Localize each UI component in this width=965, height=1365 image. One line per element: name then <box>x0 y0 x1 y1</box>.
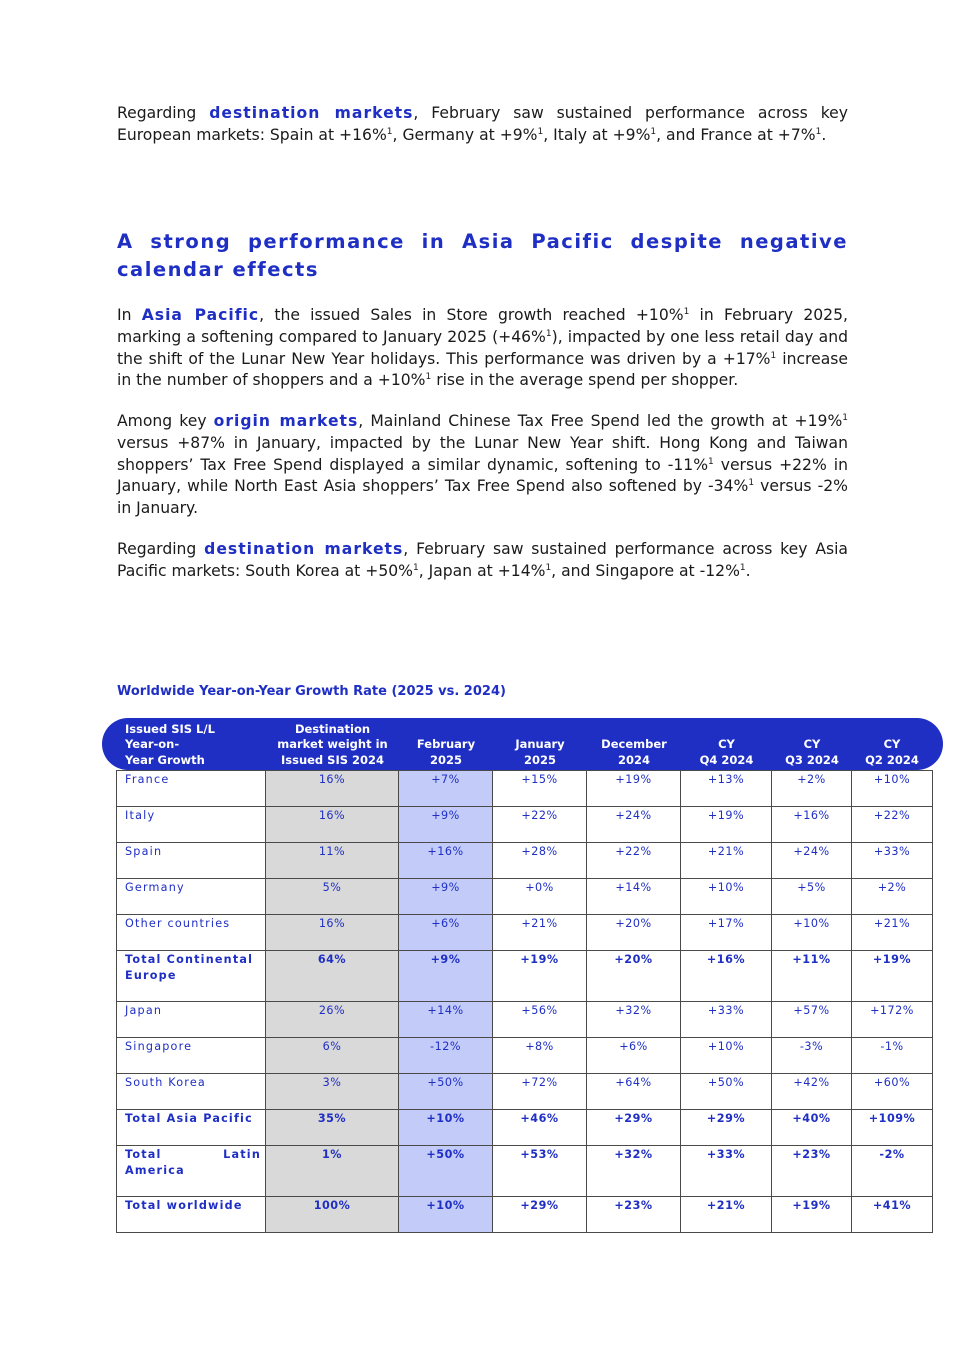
row-label: Italy <box>117 807 266 843</box>
table-cell: 16% <box>266 771 399 807</box>
table-cell: +53% <box>493 1146 587 1197</box>
header-february-2025: February 2025 <box>416 737 476 768</box>
table-cell: +13% <box>681 771 772 807</box>
table-cell: +19% <box>681 807 772 843</box>
table-cell: +19% <box>587 771 681 807</box>
table-row-total <box>117 1110 933 1146</box>
table-row <box>117 771 933 807</box>
table-cell: +21% <box>681 843 772 879</box>
table-cell: +9% <box>399 879 493 915</box>
table-cell: 26% <box>266 1002 399 1038</box>
header-cy-q3-2024: CY Q3 2024 <box>785 737 839 768</box>
table-cell: +6% <box>399 915 493 951</box>
table-cell: +109% <box>852 1110 933 1146</box>
row-label: Other countries <box>117 915 266 951</box>
table-cell: +41% <box>852 1197 933 1233</box>
table-cell: +14% <box>587 879 681 915</box>
table-cell: +29% <box>587 1110 681 1146</box>
asia-pacific-keyword: Asia Pacific <box>141 306 260 324</box>
table-cell: +33% <box>681 1002 772 1038</box>
table-cell: +33% <box>852 843 933 879</box>
table-cell: +17% <box>681 915 772 951</box>
table-cell: +60% <box>852 1074 933 1110</box>
header-cy-q2-2024: CY Q2 2024 <box>865 737 919 768</box>
table-cell: 16% <box>266 915 399 951</box>
row-label: Singapore <box>117 1038 266 1074</box>
table-cell: +22% <box>493 807 587 843</box>
table-cell: +19% <box>772 1197 852 1233</box>
table-cell: +19% <box>493 951 587 1002</box>
table-cell: 16% <box>266 807 399 843</box>
table-cell: +24% <box>587 807 681 843</box>
header-cy-q4-2024: CY Q4 2024 <box>699 737 754 768</box>
row-label: Total Continental Europe <box>117 951 266 1002</box>
table-cell: +19% <box>852 951 933 1002</box>
row-label: France <box>117 771 266 807</box>
table-row <box>117 1038 933 1074</box>
table-cell: +40% <box>772 1110 852 1146</box>
header-january-2025: January 2025 <box>515 737 565 768</box>
table-cell: +57% <box>772 1002 852 1038</box>
table-cell: +72% <box>493 1074 587 1110</box>
table-cell: +42% <box>772 1074 852 1110</box>
table-cell: +56% <box>493 1002 587 1038</box>
table-cell: +10% <box>399 1197 493 1233</box>
table-cell: +50% <box>399 1146 493 1197</box>
row-label: Japan <box>117 1002 266 1038</box>
table-cell: +11% <box>772 951 852 1002</box>
table-caption: Worldwide Year-on-Year Growth Rate (2025 vs. 2024) <box>117 684 506 699</box>
table-row-total <box>117 1146 933 1197</box>
table-cell: +10% <box>852 771 933 807</box>
table-cell: +10% <box>681 879 772 915</box>
table-cell: +2% <box>772 771 852 807</box>
table-row <box>117 915 933 951</box>
table-cell: 35% <box>266 1110 399 1146</box>
row-label: Total Latin America <box>117 1146 266 1197</box>
table-cell: +16% <box>772 807 852 843</box>
table-cell: -2% <box>852 1146 933 1197</box>
table-cell: 6% <box>266 1038 399 1074</box>
table-cell: 100% <box>266 1197 399 1233</box>
table-row-total <box>117 951 933 1002</box>
table-cell: +33% <box>681 1146 772 1197</box>
row-label: Total worldwide <box>117 1197 266 1233</box>
table-cell: +8% <box>493 1038 587 1074</box>
table-cell: +32% <box>587 1146 681 1197</box>
destination-markets-europe-paragraph: Regarding destination markets, February saw sustained performance across key European markets: Spain at +16%$^1$, Germany at +9%$^1$, Italy at +9%$^1$, and France at +7%$^1$. <box>117 104 849 144</box>
table-cell: +172% <box>852 1002 933 1038</box>
table-cell: +29% <box>493 1197 587 1233</box>
destination-markets-keyword: destination markets <box>204 540 404 558</box>
table-cell: +14% <box>399 1002 493 1038</box>
table-cell: +24% <box>772 843 852 879</box>
table-cell: +10% <box>681 1038 772 1074</box>
origin-markets-keyword: origin markets <box>213 412 359 430</box>
table-cell: +2% <box>852 879 933 915</box>
origin-markets-paragraph: Among key origin markets, Mainland Chinese Tax Free Spend led the growth at +19%$^1$ versus +87% in January, impacted by the Lunar New Year shift. Hong Kong and Taiwan shoppers’ Tax Free Spend displayed a similar dynamic, softening to -11%$^1$ versus +22% in January, while North East Asia shoppers’ Tax Free Spend also softened by -34%$^1$ versus -2% in January. <box>117 412 849 518</box>
section-heading: A strong performance in Asia Pacific despite negative calendar effects <box>117 230 848 281</box>
table-cell: +22% <box>587 843 681 879</box>
table-cell: +21% <box>493 915 587 951</box>
table-cell: +23% <box>587 1197 681 1233</box>
table-cell: +20% <box>587 915 681 951</box>
table-cell: -3% <box>772 1038 852 1074</box>
table-row <box>117 1074 933 1110</box>
table-cell: +7% <box>399 771 493 807</box>
table-cell: +50% <box>681 1074 772 1110</box>
table-cell: +23% <box>772 1146 852 1197</box>
table-cell: 3% <box>266 1074 399 1110</box>
table-cell: +20% <box>587 951 681 1002</box>
table-cell: +10% <box>772 915 852 951</box>
table-cell: +5% <box>772 879 852 915</box>
table-row <box>117 807 933 843</box>
row-label: South Korea <box>117 1074 266 1110</box>
table-cell: +6% <box>587 1038 681 1074</box>
table-cell: +46% <box>493 1110 587 1146</box>
table-cell: +21% <box>852 915 933 951</box>
table-cell: +15% <box>493 771 587 807</box>
table-cell: 64% <box>266 951 399 1002</box>
table-cell: +50% <box>399 1074 493 1110</box>
table-cell: -12% <box>399 1038 493 1074</box>
table-cell: +64% <box>587 1074 681 1110</box>
table-cell: +32% <box>587 1002 681 1038</box>
header-issued-sis: Issued SIS L/L Year-on- Year Growth <box>125 721 215 768</box>
row-label: Germany <box>117 879 266 915</box>
header-december-2024: December 2024 <box>601 737 667 768</box>
header-market-weight: Destination market weight in Issued SIS 2024 <box>277 721 388 768</box>
table-row <box>117 879 933 915</box>
table-cell: +29% <box>681 1110 772 1146</box>
table-cell: +9% <box>399 807 493 843</box>
table-cell: +0% <box>493 879 587 915</box>
table-cell: -1% <box>852 1038 933 1074</box>
table-row <box>117 843 933 879</box>
table-header <box>102 718 943 770</box>
table-row <box>117 1002 933 1038</box>
table-cell: +16% <box>399 843 493 879</box>
table-cell: +22% <box>852 807 933 843</box>
row-label: Total Asia Pacific <box>117 1110 266 1146</box>
table-cell: +21% <box>681 1197 772 1233</box>
destination-markets-apac-paragraph: Regarding destination markets, February saw sustained performance across key Asia Pacific markets: South Korea at +50%$^1$, Japan at +14%$^1$, and Singapore at -12%$^1$. <box>117 540 848 580</box>
table-cell: 1% <box>266 1146 399 1197</box>
table-cell: +16% <box>681 951 772 1002</box>
growth-table <box>116 770 933 1233</box>
table-cell: +28% <box>493 843 587 879</box>
table-cell: 11% <box>266 843 399 879</box>
destination-markets-keyword: destination markets <box>209 104 414 122</box>
asia-pacific-paragraph: In Asia Pacific, the issued Sales in Store growth reached +10%$^1$ in February 2025, marking a softening compared to January 2025 (+46%$^1$), impacted by one less retail day and the shift of the Lunar New Year holidays. This performance was driven by a +17%$^1$ increase in the number of shoppers and a +10%$^1$ rise in the average spend per shopper. <box>117 306 848 390</box>
row-label: Spain <box>117 843 266 879</box>
table-cell: 5% <box>266 879 399 915</box>
table-row-total <box>117 1197 933 1233</box>
table-cell: +9% <box>399 951 493 1002</box>
table-cell: +10% <box>399 1110 493 1146</box>
